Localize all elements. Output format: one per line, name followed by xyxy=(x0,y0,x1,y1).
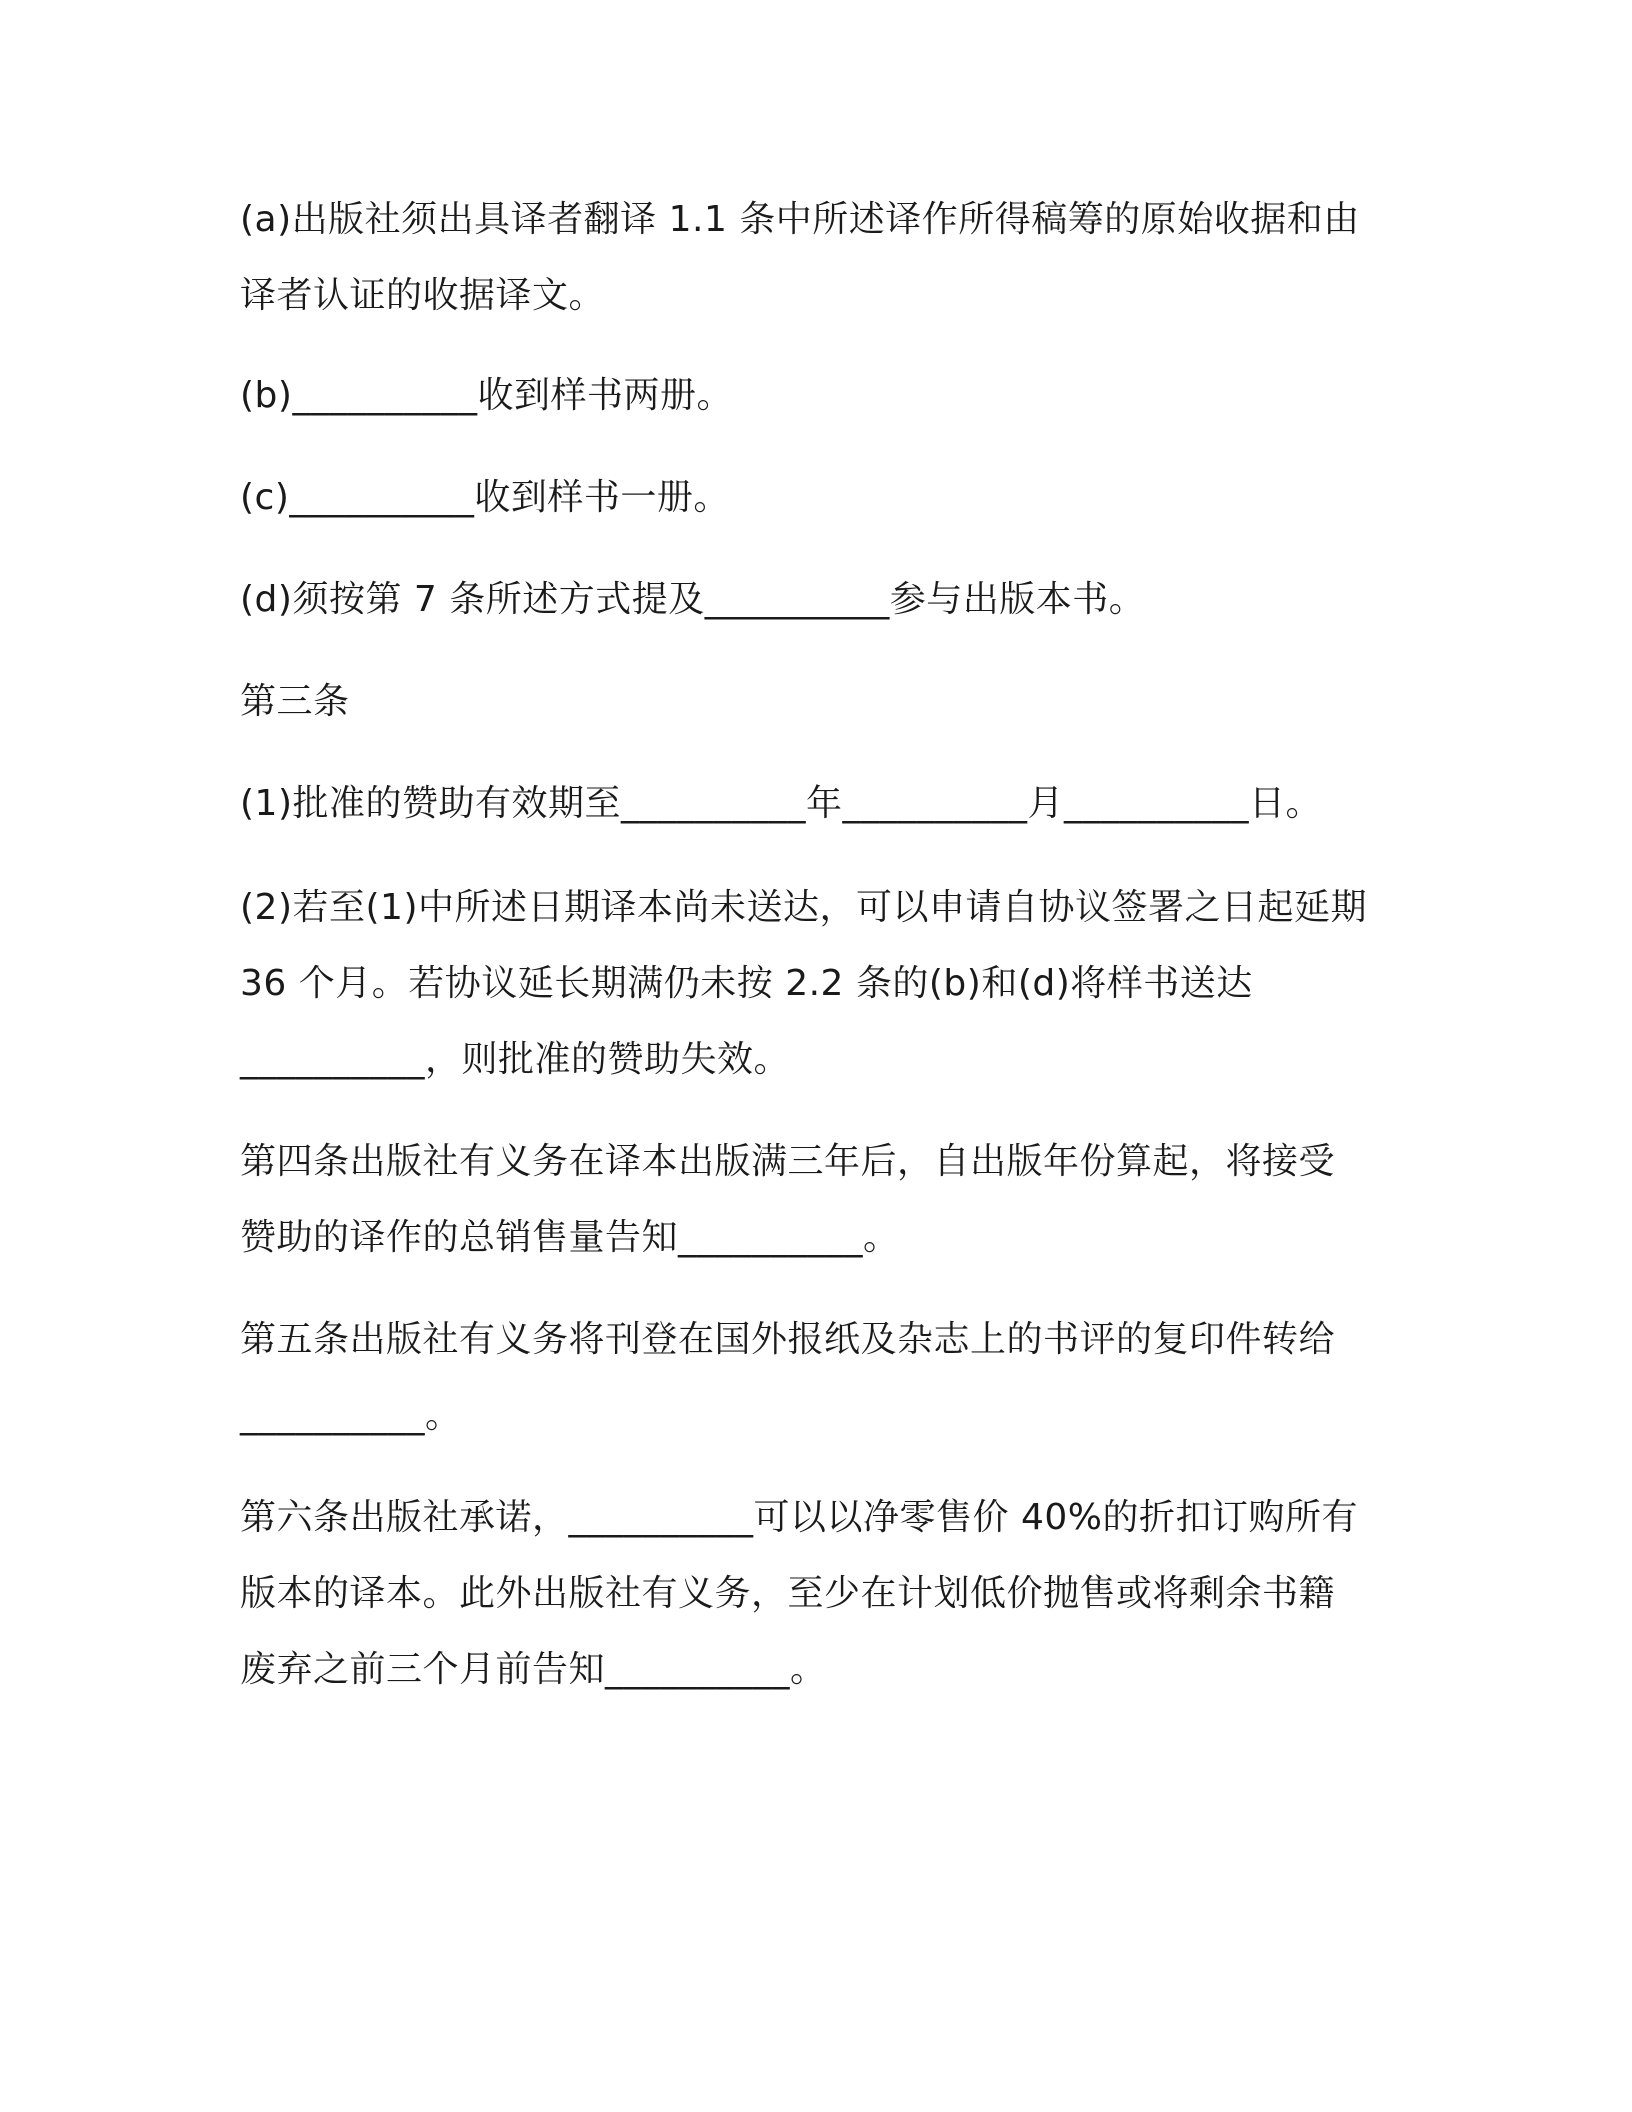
article-3-1: (1)批准的赞助有效期至__________年__________月__________日。 xyxy=(240,783,1322,824)
article-3-heading: 第三条 xyxy=(240,681,350,722)
clause-2-2-a-line-1: (a)出版社须出具译者翻译 1.1 条中所述译作所得稿筹的原始收据和由 xyxy=(240,199,1360,240)
article-6-line-1: 第六条出版社承诺，__________可以以净零售价 40%的折扣订购所有 xyxy=(240,1497,1358,1538)
clause-2-2-c: (c)__________收到样书一册。 xyxy=(240,477,730,518)
article-4-line-1: 第四条出版社有义务在译本出版满三年后，自出版年份算起，将接受 xyxy=(240,1141,1336,1182)
article-3-2-line-2: 36 个月。若协议延长期满仍未按 2.2 条的(b)和(d)将样书送达 xyxy=(240,963,1253,1004)
clause-2-2-d: (d)须按第 7 条所述方式提及__________参与出版本书。 xyxy=(240,579,1146,620)
article-3-2-line-3: __________，则批准的赞助失效。 xyxy=(240,1039,791,1080)
article-6-line-2: 版本的译本。此外出版社有义务，至少在计划低价抛售或将剩余书籍 xyxy=(240,1573,1336,1614)
clause-2-2-a-line-2: 译者认证的收据译文。 xyxy=(240,275,606,316)
article-5-line-2: __________。 xyxy=(240,1395,462,1436)
article-4-line-2: 赞助的译作的总销售量告知__________。 xyxy=(240,1217,900,1258)
article-5-line-1: 第五条出版社有义务将刊登在国外报纸及杂志上的书评的复印件转给 xyxy=(240,1319,1336,1360)
article-6-line-3: 废弃之前三个月前告知__________。 xyxy=(240,1649,827,1690)
article-3-2-line-1: (2)若至(1)中所述日期译本尚未送达，可以申请自协议签署之日起延期 xyxy=(240,887,1367,928)
clause-2-2-b: (b)__________收到样书两册。 xyxy=(240,375,733,416)
